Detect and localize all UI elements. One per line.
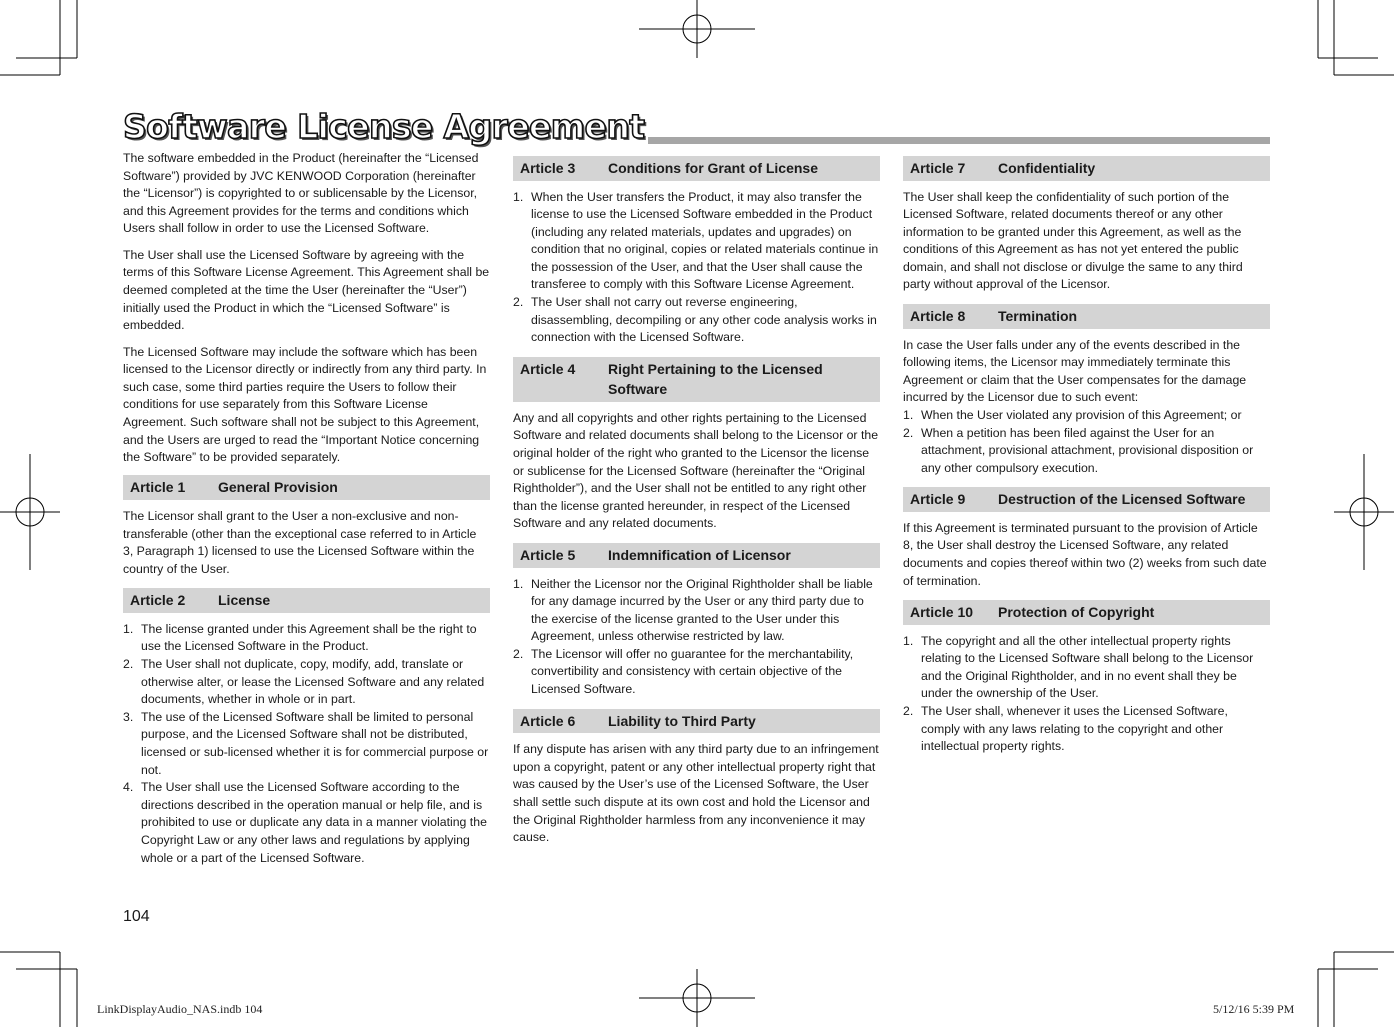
article-title: Destruction of the Licensed Software: [998, 491, 1246, 508]
article-title: Protection of Copyright: [998, 604, 1155, 621]
article-title: Termination: [998, 308, 1078, 325]
item-text: The User shall not carry out reverse engineering, disassembling, decompiling or any other code analysis works in connection with the Licensed Software.: [531, 295, 877, 345]
article-10-list: [903, 633, 1270, 756]
item-number: 2.: [123, 657, 134, 672]
article-4-body: Any and all copyrights and other rights pertaining to the Licensed Software and related documents shall belong to the Licensor or the original holder of the right who granted to the Licensor the license or sublicense for the Licensed Software (hereinafter the “Original Rightholder”), and the User shall not be entitled to any right other than the license granted hereunder, in respect of the Licensed Software and any related documents.: [513, 410, 879, 531]
item-number: 3.: [123, 709, 134, 724]
list-item: [513, 646, 880, 699]
article-5-list: [513, 576, 880, 699]
intro-paragraph: The User shall use the Licensed Software by agreeing with the terms of this Software License Agreement. This Agreement shall be deemed completed at the time the User (hereinafter the “User”) initially used the Product in which the “Licensed Software” is embedded.: [123, 247, 490, 333]
item-text: The Licensor will offer no guarantee for the merchantability, convertibility and consistency with certain objective of the Licensed Software.: [531, 646, 854, 697]
list-item: [513, 294, 880, 347]
article-8-heading: [903, 304, 1270, 329]
list-item: [903, 407, 1270, 425]
article-5-heading: [513, 543, 880, 568]
article-4-heading: [513, 357, 880, 402]
item-text: The User shall not duplicate, copy, modify, add, translate or otherwise alter, or lease the Licensed Software and any related documents, whether in whole or in part.: [141, 657, 485, 707]
item-number: 2.: [513, 646, 524, 661]
article-title: General Provision: [218, 479, 338, 496]
article-number: Article 3: [520, 160, 576, 176]
article-9-heading: [903, 487, 1270, 512]
list-item: [903, 633, 1270, 703]
item-text: When the User violated any provision of this Agreement; or: [921, 407, 1242, 422]
article-title: Conditions for Grant of License: [608, 160, 819, 176]
article-number: Article 8: [910, 308, 966, 325]
item-number: 1.: [123, 621, 134, 636]
item-number: 2.: [903, 704, 914, 719]
article-3-heading: [513, 156, 880, 181]
item-number: 2.: [513, 295, 524, 310]
article-title: Liability to Third Party: [608, 712, 756, 729]
article-number: Article 7: [910, 160, 966, 176]
article-number: Article 4: [520, 360, 576, 377]
list-item: [903, 703, 1270, 756]
item-number: 2.: [903, 425, 914, 440]
article-number: Article 1: [130, 479, 186, 496]
item-text: The User shall use the Licensed Software according to the directions described in the operation manual or help file, and is prohibited to use or duplicate any data in a manner violating the Copyright Law or any other laws and regulations by applying whole or a part of the Licensed Software.: [141, 780, 487, 865]
article-number: Article 6: [520, 712, 576, 729]
article-title: Right Pertaining to the Licensed Software: [608, 360, 823, 398]
article-title: Indemnification of Licensor: [608, 547, 791, 563]
article-7-body: The User shall keep the confidentiality of such portion of the Licensed Software, related documents thereof or any other information to be granted under this Agreement, as well as the conditions of this Agreement as has not yet entered the public domain, and shall not disclose or divulge the same to any third party without approval of the Licensor.: [903, 189, 1243, 292]
intro-paragraph: The software embedded in the Product (hereinafter the “Licensed Software”) provided by JVC KENWOOD Corporation (hereinafter the “Licensor”) is copyrighted to or sublicensable by the Licensor, and this Agreement provides for the terms and conditions which Users shall follow in order to use the Licensed Software.: [123, 151, 479, 236]
article-8-body: In case the User falls under any of the events described in the following items, the Licensor may immediately terminate this Agreement or claim that the User compensates for the damage incurred by the Licensor due to such event:: [903, 337, 1247, 405]
list-item: [123, 779, 490, 867]
article-10-heading: [903, 600, 1270, 625]
list-item: [513, 189, 880, 295]
article-8-list: [903, 407, 1270, 477]
item-text: When the User transfers the Product, it may also transfer the license to use the Licensed Software embedded in the Product (including any related materials, updates and upgrades) on condition that no original, copies or related materials continue in the possession of the User, and that the User shall cause the transferee to comply with this Software License Agreement.: [531, 189, 879, 292]
item-number: 4.: [123, 780, 134, 795]
item-text: The license granted under this Agreement shall be the right to use the Licensed Software in the Product.: [141, 621, 477, 654]
footer-date: 5/12/16 5:39 PM: [1213, 1002, 1295, 1016]
article-title: Confidentiality: [998, 160, 1096, 176]
item-number: 1.: [513, 189, 524, 204]
list-item: [903, 425, 1270, 478]
page-title: Software License Agreement: [123, 107, 648, 147]
column-3: [903, 150, 1270, 765]
article-number: Article 2: [130, 592, 186, 609]
article-1-heading: [123, 475, 490, 500]
article-number: Article 9: [910, 491, 966, 508]
article-6-heading: [513, 709, 880, 734]
article-3-list: [513, 189, 880, 347]
intro-paragraph: The Licensed Software may include the software which has been licensed to the Licensor directly or indirectly from any third party. In such case, some third parties require the Users to follow their conditions for use separately from this Software License Agreement. Such software shall not be subject to this Agreement, and the Users are urged to read the “Important Notice concerning the Software” to be provided separately.: [123, 344, 487, 465]
article-7-heading: [903, 156, 1270, 181]
article-1-body: The Licensor shall grant to the User a non-exclusive and non-transferable (other than the exceptional case referred to in Article 3, Paragraph 1) licensed to use the Licensed Software within the country of the User.: [123, 508, 477, 576]
item-text: The User shall, whenever it uses the Licensed Software, comply with any laws relating to the copyright and other intellectual property rights.: [921, 704, 1228, 754]
item-number: 1.: [903, 633, 914, 648]
footer-file-name: LinkDisplayAudio_NAS.indb 104: [97, 1002, 263, 1016]
page-number: 104: [123, 908, 150, 925]
article-number: Article 5: [520, 547, 576, 563]
article-9-body: If this Agreement is terminated pursuant to the provision of Article 8, the User shall destroy the Licensed Software, any related documents and copies thereof within two (2) weeks from such date of termination.: [903, 520, 1267, 588]
list-item: [123, 621, 490, 656]
article-2-heading: [123, 588, 490, 613]
item-number: 1.: [513, 576, 524, 591]
list-item: [513, 576, 880, 646]
list-item: [123, 709, 490, 779]
item-number: 1.: [903, 407, 914, 422]
article-title: License: [218, 592, 271, 609]
list-item: [123, 656, 490, 709]
column-2: [513, 150, 880, 856]
item-text: Neither the Licensor nor the Original Rightholder shall be liable for any damage incurred by the User or any third party due to the exercise of the license granted to the User under this Agreement, unless otherwise restricted by law.: [531, 576, 873, 644]
item-text: The use of the Licensed Software shall be limited to personal purpose, and the Licensed Software shall not be distributed, licensed or sub-licensed whether it is for commercial purpose or not.: [141, 709, 489, 777]
item-text: The copyright and all the other intellectual property rights relating to the Licensed Software shall belong to the Licensor and the Original Rightholder, and in no event shall they be under the ownership of the User.: [921, 633, 1254, 701]
article-2-list: [123, 621, 490, 867]
column-1: [123, 150, 490, 876]
item-text: When a petition has been filed against the User for an attachment, provisional attachment, provisional disposition or any other compulsory execution.: [921, 425, 1254, 475]
article-6-body: If any dispute has arisen with any third party due to an infringement upon a copyright, patent or any other intellectual property right that was caused by the User’s use of the Licensed Software, the User shall settle such dispute at its own cost and hold the Licensor and the Original Rightholder harmless from any inconvenience it may cause.: [513, 742, 879, 845]
article-number: Article 10: [910, 604, 974, 621]
